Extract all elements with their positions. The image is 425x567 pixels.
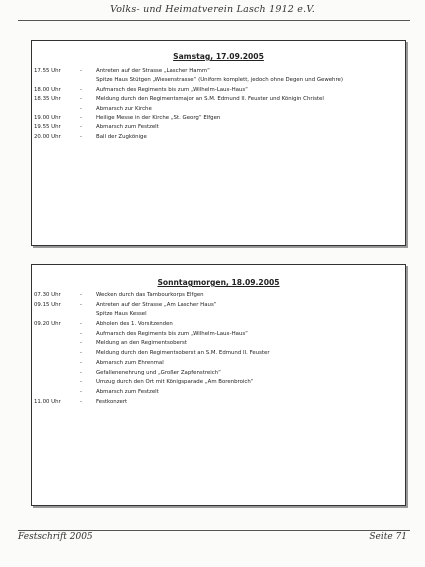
schedule-description: Antreten auf der Strasse „Am Lascher Haus“ xyxy=(96,301,217,308)
schedule-time: 18.35 Uhr xyxy=(34,96,61,103)
schedule-description: Aufmarsch des Regiments bis zum „Wilhelm-Laux-Haus“ xyxy=(96,86,248,93)
schedule-dash: - xyxy=(80,301,82,308)
schedule-description: Abholen des 1. Vorsitzenden xyxy=(96,321,173,328)
schedule-dash: - xyxy=(80,133,82,140)
schedule-dash: - xyxy=(80,68,82,74)
footer-publication: Festschrift 2005 xyxy=(18,532,93,542)
schedule-row xyxy=(32,96,405,102)
schedule-time: 19.00 Uhr xyxy=(34,114,61,121)
schedule-dash: - xyxy=(80,340,82,347)
schedule-description: Festkonzert xyxy=(96,398,128,405)
schedule-time xyxy=(32,77,80,83)
schedule-time: 18.00 Uhr xyxy=(34,86,61,93)
schedule-row xyxy=(32,370,405,376)
schedule-row xyxy=(32,115,405,121)
schedule-time: 11.00 Uhr xyxy=(34,398,61,405)
schedule-dash: - xyxy=(80,105,82,112)
schedule-description: Meldung an den Regimentsoberst xyxy=(96,340,187,347)
schedule-time xyxy=(32,350,80,356)
schedule-description: Antreten auf der Strasse „Lascher Hamm“ xyxy=(96,68,210,74)
schedule-time xyxy=(32,360,80,366)
schedule-time: 17.55 Uhr xyxy=(34,68,61,74)
schedule-description: Meldung durch den Regimentsoberst an S.M. Edmund II. Feuster xyxy=(96,350,270,357)
schedule-dash: - xyxy=(80,124,82,131)
schedule-row xyxy=(32,360,405,366)
schedule-description: Ball der Zugkönige xyxy=(96,133,147,140)
schedule-description: Meldung durch den Regimentsmajor an S.M. Edmund II. Feuster und Königin Christel xyxy=(96,96,324,103)
schedule-time xyxy=(32,370,80,376)
schedule-dash: - xyxy=(80,292,82,298)
schedule-time xyxy=(32,379,80,385)
footer-divider xyxy=(18,530,410,531)
schedule-time: 09.15 Uhr xyxy=(34,301,61,308)
schedule-description: Abmarsch zum Festzelt xyxy=(96,388,159,395)
schedule-dash: - xyxy=(80,398,82,405)
schedule-dash: - xyxy=(80,86,82,93)
schedule-dash: - xyxy=(80,369,82,376)
schedule-description: Heilige Messe in der Kirche „St. Georg“ Elfgen xyxy=(96,114,221,121)
schedule-row xyxy=(32,302,405,308)
schedule-time: 20.00 Uhr xyxy=(34,133,61,140)
schedule-description: Abmarsch zum Ehrenmal xyxy=(96,359,164,366)
schedule-row xyxy=(32,68,405,74)
section-title: Sonntagmorgen, 18.09.2005 xyxy=(157,278,280,287)
schedule-dash: - xyxy=(80,359,82,366)
schedule-time xyxy=(32,389,80,395)
schedule-list xyxy=(32,292,405,405)
schedule-dash: - xyxy=(80,330,82,337)
schedule-description: Spitze Haus Stütgen „Wiesenstrasse“ (Uniform komplett, jedoch ohne Degen und Gewehre) xyxy=(96,77,343,84)
schedule-list xyxy=(32,68,405,140)
schedule-dash: - xyxy=(80,379,82,386)
schedule-dash xyxy=(80,311,96,317)
schedule-description: Spitze Haus Kessel xyxy=(96,311,147,318)
schedule-dash: - xyxy=(80,321,82,328)
schedule-description: Abmarsch zum Festzelt xyxy=(96,124,159,131)
schedule-row xyxy=(32,331,405,337)
schedule-box-saturday xyxy=(31,40,406,246)
schedule-row xyxy=(32,106,405,112)
page-header: Volks- und Heimatverein Lasch 1912 e.V. xyxy=(110,4,315,15)
schedule-description: Aufmarsch des Regiments bis zum „Wilhelm-Laux-Haus“ xyxy=(96,330,248,337)
schedule-time xyxy=(32,311,80,317)
schedule-dash: - xyxy=(80,350,82,357)
schedule-row xyxy=(32,389,405,395)
schedule-row xyxy=(32,379,405,385)
schedule-description: Wecken durch das Tambourkorps Elfgen xyxy=(96,292,204,298)
schedule-dash: - xyxy=(80,96,82,103)
schedule-row xyxy=(32,399,405,405)
schedule-row xyxy=(32,77,405,83)
schedule-description: Umzug durch den Ort mit Königsparade „Am Borenbroich“ xyxy=(96,379,254,386)
schedule-dash: - xyxy=(80,114,82,121)
schedule-row xyxy=(32,350,405,356)
schedule-time xyxy=(32,331,80,337)
schedule-time: 09.20 Uhr xyxy=(34,321,61,328)
header-divider xyxy=(18,20,410,21)
schedule-description: Abmarsch zur Kirche xyxy=(96,105,152,112)
schedule-row xyxy=(32,134,405,140)
footer-page-number: Seite 71 xyxy=(369,532,407,542)
schedule-dash: - xyxy=(80,388,82,395)
schedule-row xyxy=(32,87,405,93)
schedule-time xyxy=(32,106,80,112)
schedule-time: 07.30 Uhr xyxy=(34,292,61,298)
schedule-row xyxy=(32,340,405,346)
schedule-dash xyxy=(80,77,96,83)
schedule-time xyxy=(32,340,80,346)
schedule-time: 19.55 Uhr xyxy=(34,124,61,131)
section-title: Samstag, 17.09.2005 xyxy=(173,52,264,61)
schedule-row xyxy=(32,124,405,130)
schedule-row xyxy=(32,292,405,298)
schedule-row xyxy=(32,321,405,327)
schedule-description: Gefallenenehrung und „Großer Zapfenstreich“ xyxy=(96,369,221,376)
schedule-box-sunday xyxy=(31,264,406,506)
schedule-row xyxy=(32,311,405,317)
